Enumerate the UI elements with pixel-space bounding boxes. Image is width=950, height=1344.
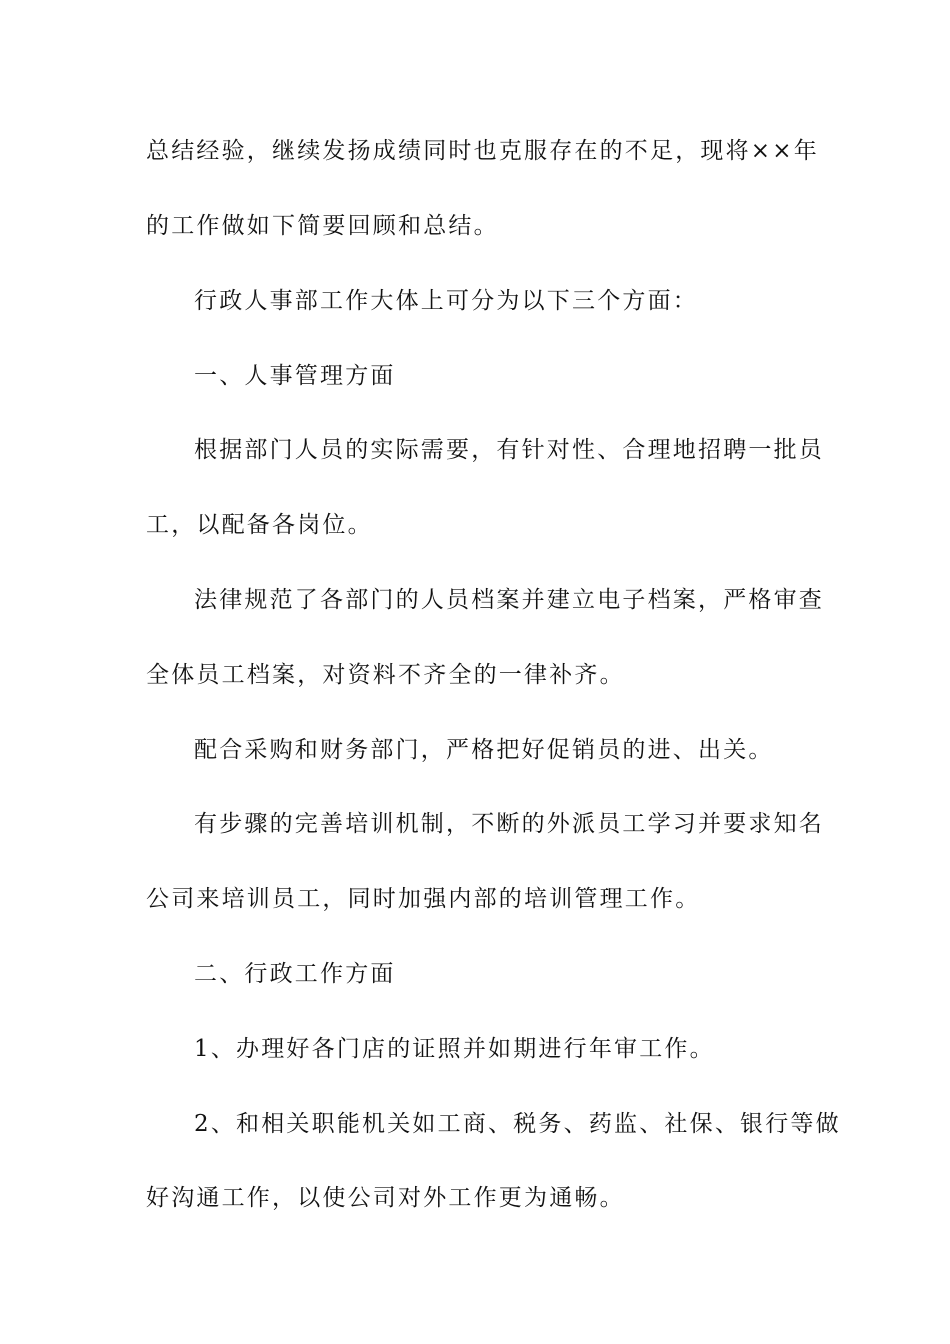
paragraph-line: 全体员工档案，对资料不齐全的一律补齐。 [146, 662, 625, 688]
paragraph-line: 工，以配备各岗位。 [146, 512, 373, 538]
section-heading: 一、人事管理方面 [194, 363, 396, 389]
paragraph-line: 的工作做如下简要回顾和总结。 [146, 213, 499, 239]
paragraph-line: 法律规范了各部门的人员档案并建立电子档案，严格审查 [194, 587, 824, 613]
list-item: 2、和相关职能机关如工商、税务、药监、社保、银行等做 [194, 1111, 841, 1137]
paragraph-line: 总结经验，继续发扬成绩同时也克服存在的不足，现将××年 [146, 138, 819, 164]
paragraph-line: 好沟通工作，以使公司对外工作更为通畅。 [146, 1185, 625, 1211]
list-item: 1、办理好各门店的证照并如期进行年审工作。 [194, 1036, 715, 1062]
paragraph-line: 有步骤的完善培训机制，不断的外派员工学习并要求知名 [194, 811, 824, 837]
paragraph-line: 根据部门人员的实际需要，有针对性、合理地招聘一批员 [194, 437, 824, 463]
paragraph-line: 配合采购和财务部门，严格把好促销员的进、出关。 [194, 737, 774, 763]
section-heading: 二、行政工作方面 [194, 961, 396, 987]
paragraph-line: 行政人事部工作大体上可分为以下三个方面： [194, 288, 698, 314]
paragraph-line: 公司来培训员工，同时加强内部的培训管理工作。 [146, 886, 701, 912]
